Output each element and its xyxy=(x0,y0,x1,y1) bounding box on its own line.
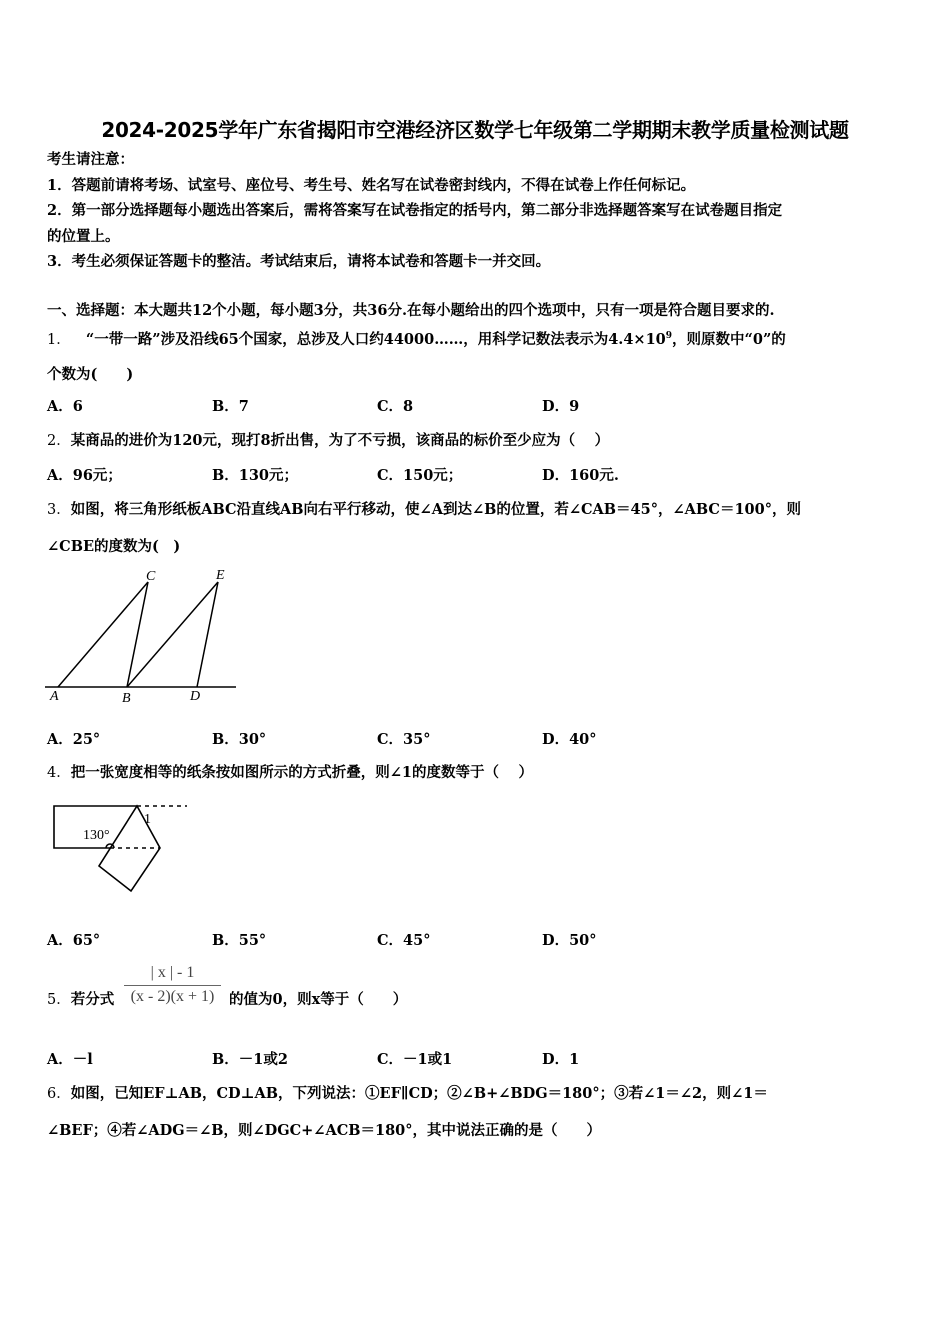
question-1 xyxy=(47,326,786,350)
question-number: 6． xyxy=(47,1086,71,1102)
question-6 xyxy=(47,1084,768,1104)
notice-item: 3．考生必须保证答题卡的整洁。考试结束后，请将本试卷和答题卡一并交回。 xyxy=(47,253,551,270)
option-a: A．96元； xyxy=(47,467,122,484)
question-number: 4． xyxy=(47,765,71,781)
question-5-pre xyxy=(47,990,114,1010)
question-number: 3． xyxy=(47,502,71,518)
question-4 xyxy=(47,763,533,783)
page-title: 2024-2025学年广东省揭阳市空港经济区数学七年级第二学期期末教学质量检测试题 xyxy=(101,118,849,142)
question-6-cont: ∠BEF；④若∠ADG＝∠B，则∠DGC+∠ACB＝180°，其中说法正确的是（ ） xyxy=(47,1122,602,1139)
label-b: B xyxy=(122,691,131,706)
notice-item: 2．第一部分选择题每小题选出答案后，需将答案写在试卷指定的括号内，第二部分非选择题答案写在试卷题目指定 xyxy=(47,202,783,219)
label-e: E xyxy=(216,568,225,583)
fraction-denominator: (x - 2)(x + 1) xyxy=(130,988,215,1005)
option-c: C．8 xyxy=(377,398,414,415)
option-b: B．55° xyxy=(212,932,267,949)
fraction-numerator: | x | - 1 xyxy=(124,964,221,986)
notice-heading: 考生请注意： xyxy=(47,151,134,168)
triangle-figure xyxy=(40,560,250,710)
option-d: D．9 xyxy=(542,398,580,415)
angle-label-1: 1 xyxy=(144,812,151,827)
option-d: D．50° xyxy=(542,932,597,949)
question-2 xyxy=(47,431,609,451)
option-c: C．－1或1 xyxy=(377,1051,453,1068)
notice-item: 1．答题前请将考场、试室号、座位号、考生号、姓名写在试卷密封线内，不得在试卷上作任何标记。 xyxy=(47,177,696,194)
option-d: D．160元. xyxy=(542,467,619,484)
option-a: A．25° xyxy=(47,731,101,748)
option-b: B．－1或2 xyxy=(212,1051,288,1068)
question-text: 把一张宽度相等的纸条按如图所示的方式折叠，则∠1的度数等于（ ） xyxy=(70,764,534,781)
question-text: ，则原数中“0”的 xyxy=(672,330,786,348)
question-text: 若分式 xyxy=(70,991,115,1008)
option-d: D．40° xyxy=(542,731,597,748)
option-c: C．35° xyxy=(377,731,431,748)
folded-strip-figure xyxy=(40,790,240,900)
notice-item: 的位置上。 xyxy=(47,228,120,245)
label-c: C xyxy=(146,569,156,584)
question-5-post: 的值为0，则x等于（ ） xyxy=(229,991,408,1008)
option-a: A．65° xyxy=(47,932,101,949)
question-1-cont: 个数为( ) xyxy=(47,366,134,383)
question-text: 某商品的进价为120元，现打8折出售，为了不亏损，该商品的标价至少应为（ ） xyxy=(70,432,610,449)
fraction xyxy=(124,964,221,1006)
option-a: A．6 xyxy=(47,398,83,415)
option-b: B．130元； xyxy=(212,467,299,484)
question-3 xyxy=(47,500,801,520)
question-text: 如图，已知EF⊥AB，CD⊥AB，下列说法：①EF∥CD；②∠B+∠BDG＝180°；③若∠1＝∠2，则∠1＝ xyxy=(70,1085,768,1102)
question-number: 1． xyxy=(47,331,71,348)
label-d: D xyxy=(190,689,201,704)
exponent: 9 xyxy=(665,331,673,341)
option-c: C．45° xyxy=(377,932,431,949)
label-a: A xyxy=(50,689,59,704)
option-c: C．150元； xyxy=(377,467,463,484)
option-d: D．1 xyxy=(542,1051,580,1068)
question-number: 2． xyxy=(47,433,71,449)
question-number: 5． xyxy=(47,992,71,1008)
question-3-cont: ∠CBE的度数为( ) xyxy=(47,538,181,555)
question-text: 如图，将三角形纸板ABC沿直线AB向右平行移动，使∠A到达∠B的位置，若∠CAB＝45°，∠ABC＝100°，则 xyxy=(70,501,801,518)
question-text: “一带一路”涉及沿线65个国家，总涉及人口约44000……，用科学记数法表示为4.4×10 xyxy=(85,330,666,348)
option-b: B．30° xyxy=(212,731,267,748)
angle-label-130: 130° xyxy=(83,828,110,843)
option-a: A．－l xyxy=(47,1051,93,1068)
section-heading: 一、选择题：本大题共12个小题，每小题3分，共36分.在每小题给出的四个选项中，只有一项是符合题目要求的. xyxy=(47,302,775,319)
option-b: B．7 xyxy=(212,398,249,415)
